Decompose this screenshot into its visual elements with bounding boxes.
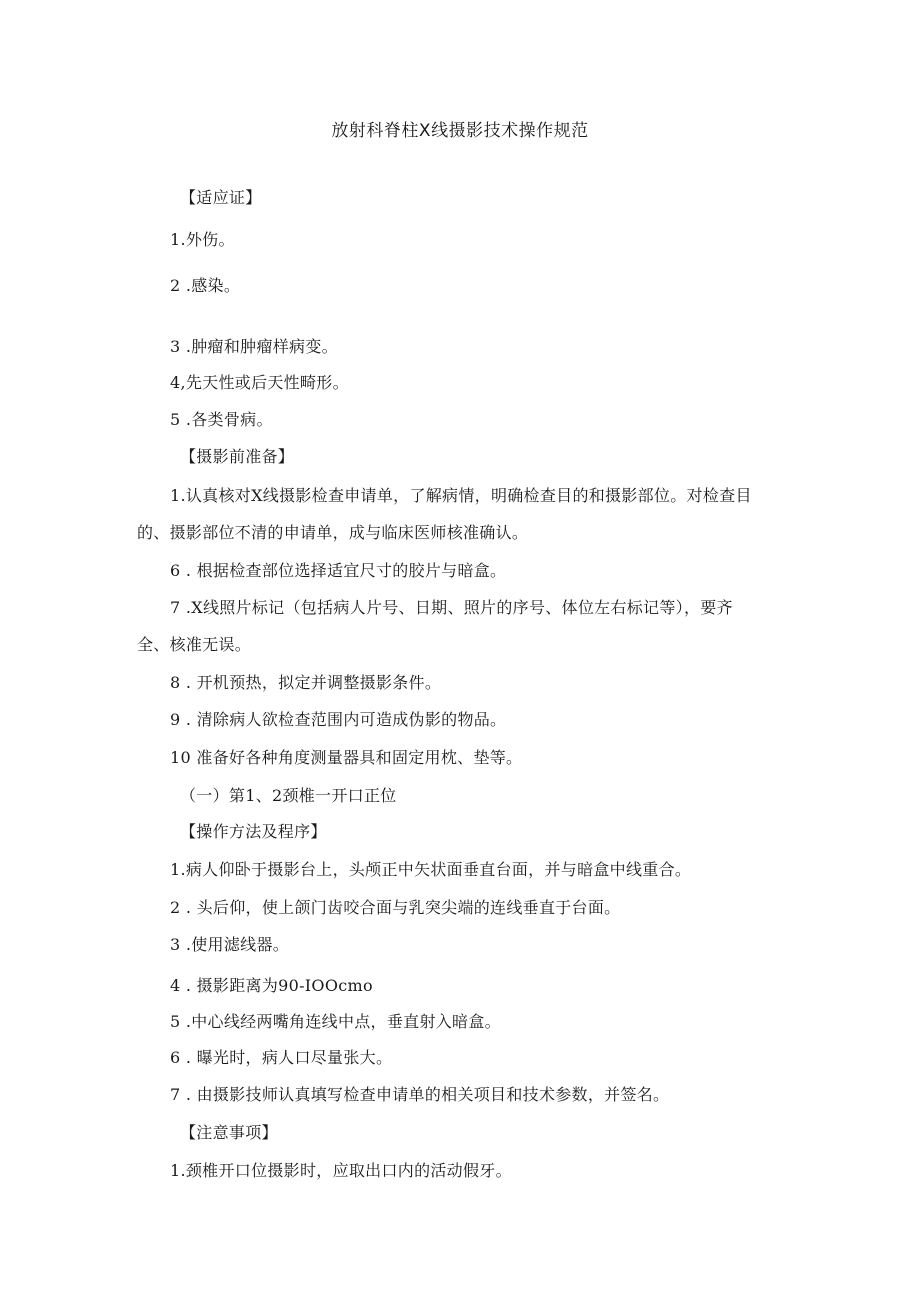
paragraph-line: 7 .X线照片标记（包括病人片号、日期、照片的序号、体位左右标记等），要齐 bbox=[170, 598, 733, 617]
list-item: 6 . 曝光时，病人口尽量张大。 bbox=[170, 1048, 393, 1067]
list-item: 7 . 由摄影技师认真填写检查申请单的相关项目和技术参数，并签名。 bbox=[170, 1085, 670, 1104]
list-item: 6 . 根据检查部位选择适宜尺寸的胶片与暗盒。 bbox=[170, 561, 507, 580]
list-item: 5 .中心线经两嘴角连线中点，垂直射入暗盒。 bbox=[170, 1012, 501, 1031]
document-title: 放射科脊柱X线摄影技术操作规范 bbox=[331, 121, 589, 141]
section-heading-preparation: 【摄影前准备】 bbox=[180, 447, 295, 466]
list-item: 10 准备好各种角度测量器具和固定用枕、垫等。 bbox=[170, 748, 523, 767]
paragraph-line: 1.认真核对X线摄影检查申请单，了解病情，明确检查目的和摄影部位。对检查目 bbox=[170, 486, 752, 505]
section-heading-procedure: 【操作方法及程序】 bbox=[180, 822, 327, 841]
list-item: 9 . 清除病人欲检查范围内可造成伪影的物品。 bbox=[170, 710, 507, 729]
list-item: 1.外伤。 bbox=[170, 230, 235, 249]
section-heading-notes: 【注意事项】 bbox=[180, 1123, 278, 1142]
subsection-heading: （一）第1、2颈椎一开口正位 bbox=[180, 786, 397, 805]
list-item: 3 .使用滤线器。 bbox=[170, 935, 290, 954]
list-item: 4,先天性或后天性畸形。 bbox=[170, 373, 349, 392]
list-item: 5 .各类骨病。 bbox=[170, 410, 273, 429]
list-item: 8 . 开机预热，拟定并调整摄影条件。 bbox=[170, 673, 442, 692]
section-heading-indications: 【适应证】 bbox=[180, 188, 262, 207]
list-item: 1.病人仰卧于摄影台上，头颅正中矢状面垂直台面，并与暗盒中线重合。 bbox=[170, 860, 692, 879]
list-item: 1.颈椎开口位摄影时，应取出口内的活动假牙。 bbox=[170, 1161, 512, 1180]
list-item: 3 .肿瘤和肿瘤样病变。 bbox=[170, 337, 338, 356]
list-item: 2 .感染。 bbox=[170, 276, 241, 295]
list-item: 4 . 摄影距离为90-IOOcmo bbox=[170, 976, 373, 995]
paragraph-line: 全、核准无误。 bbox=[137, 635, 252, 654]
list-item: 2 . 头后仰，使上颌门齿咬合面与乳突尖端的连线垂直于台面。 bbox=[170, 898, 621, 917]
paragraph-line: 的、摄影部位不清的申请单，成与临床医师核准确认。 bbox=[137, 523, 529, 542]
